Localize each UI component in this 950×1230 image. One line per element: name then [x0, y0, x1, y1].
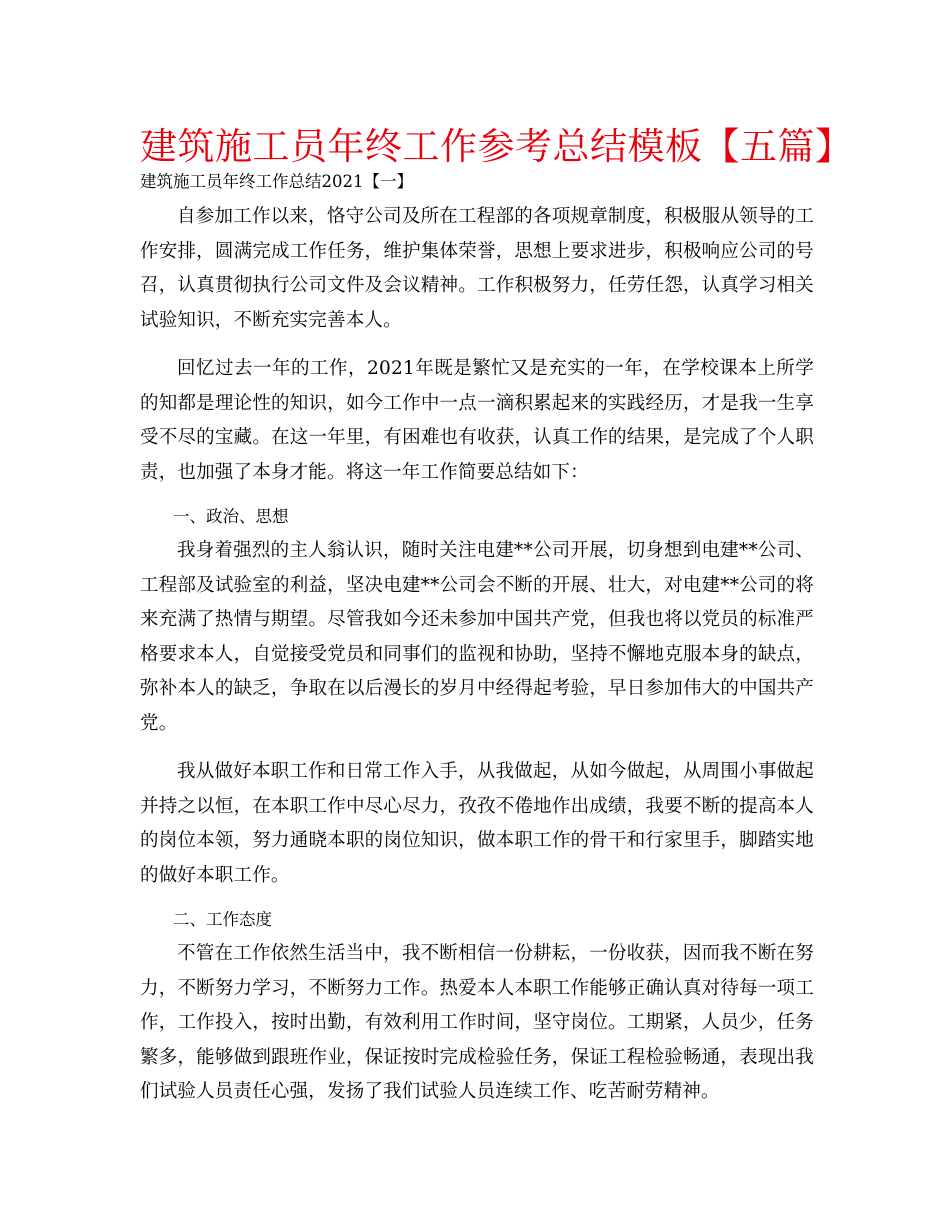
- review-paragraph: 回忆过去一年的工作，2021年既是繁忙又是充实的一年，在学校课本上所学的知都是理论性的知识，如今工作中一点一滴积累起来的实践经历，才是我一生享受不尽的宝藏。在这一年里，有困难也有收获，认真工作的结果，是完成了个人职责，也加强了本身才能。将这一年工作简要总结如下：: [140, 358, 814, 483]
- politics-paragraph: 我身着强烈的主人翁认识，随时关注电建**公司开展，切身想到电建**公司、工程部及试验室的利益，坚决电建**公司会不断的开展、壮大，对电建**公司的将来充满了热情与期望。尽管我如今还未参加中国共产党，但我也将以党员的标准严格要求本人，自觉接受党员和同事们的监视和协助，坚持不懈地克服本身的缺点，弥补本人的缺乏，争取在以后漫长的岁月中经得起考验，早日参加伟大的中国共产党。: [140, 540, 814, 734]
- intro-paragraph: 自参加工作以来，恪守公司及所在工程部的各项规章制度，积极服从领导的工作安排，圆满完成工作任务，维护集体荣誉，思想上要求进步，积极响应公司的号召，认真贯彻执行公司文件及会议精神。工作积极努力，任劳任怨，认真学习相关试验知识，不断充实完善本人。: [140, 206, 814, 331]
- duty-paragraph: 我从做好本职工作和日常工作入手，从我做起，从如今做起，从周围小事做起并持之以恒，在本职工作中尽心尽力，孜孜不倦地作出成绩，我要不断的提高本人的岗位本领，努力通晓本职的岗位知识，做本职工作的骨干和行家里手，脚踏实地的做好本职工作。: [140, 761, 814, 886]
- document-title: 建筑施工员年终工作参考总结模板【五篇】: [140, 125, 853, 168]
- attitude-paragraph: 不管在工作依然生活当中，我不断相信一份耕耘，一份收获，因而我不断在努力，不断努力学习，不断努力工作。热爱本人本职工作能够正确认真对待每一项工作，工作投入，按时出勤，有效利用工作时间，坚守岗位。工期紧，人员少，任务繁多，能够做到跟班作业，保证按时完成检验任务，保证工程检验畅通，表现出我们试验人员责任心强，发扬了我们试验人员连续工作、吃苦耐劳精神。: [140, 943, 814, 1102]
- section-heading-attitude: 二、工作态度: [173, 910, 272, 929]
- document-body: [140, 200, 814, 1124]
- section-heading-politics: 一、政治、思想: [173, 507, 289, 526]
- document-subtitle: 建筑施工员年终工作总结2021【一】: [140, 172, 413, 191]
